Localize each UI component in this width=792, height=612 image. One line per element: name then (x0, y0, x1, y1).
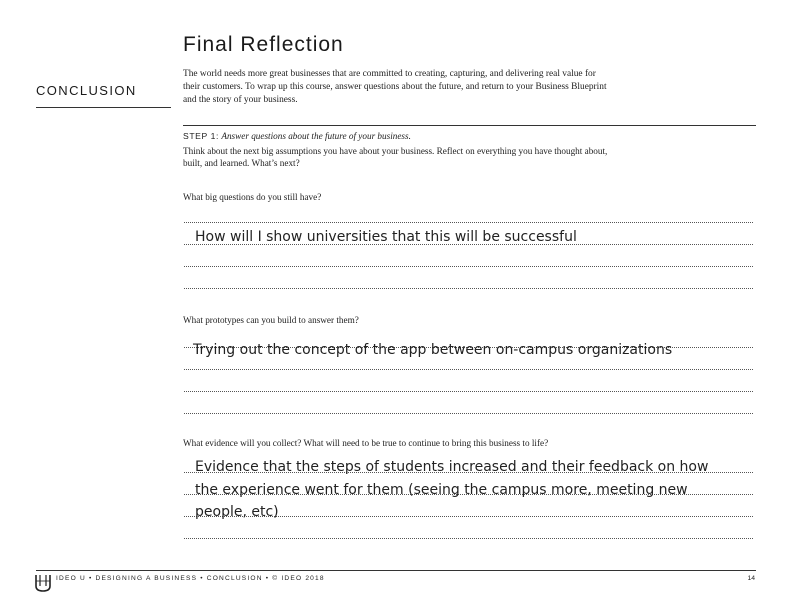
question-3-answer[interactable]: Evidence that the steps of students increased and their feedback on how the experience went for them (seeing the campus more, meeting new people, etc) (195, 459, 709, 520)
answer-line[interactable] (184, 222, 753, 223)
question-2-answer[interactable]: Trying out the concept of the app between on-campus organizations (193, 342, 673, 358)
section-divider (36, 107, 171, 108)
answer-line[interactable] (184, 266, 753, 267)
ideo-u-logo-icon (34, 573, 52, 593)
answer-line[interactable] (184, 391, 753, 392)
step-heading (183, 130, 411, 142)
question-3-prompt: What evidence will you collect? What will need to be true to continue to bring this business to life? (183, 438, 549, 448)
page-title: Final Reflection (183, 33, 344, 56)
page-number: 14 (747, 575, 755, 582)
question-1-answer[interactable]: How will I show universities that this will be successful (195, 229, 577, 245)
footer-text: IDEO U • DESIGNING A BUSINESS • CONCLUSION • © IDEO 2018 (56, 575, 325, 582)
answer-line[interactable] (184, 413, 753, 414)
footer-divider (36, 570, 756, 571)
step-label: STEP 1: (183, 131, 220, 141)
question-2-prompt: What prototypes can you build to answer them? (183, 315, 359, 325)
answer-line[interactable] (184, 288, 753, 289)
question-1-prompt: What big questions do you still have? (183, 192, 322, 202)
step-divider (183, 125, 756, 126)
answer-line[interactable] (184, 369, 753, 370)
intro-text: The world needs more great businesses that are committed to creating, capturing, and delivering real value for their customers. To wrap up this course, answer questions about the future, and return to your Business Blueprint and the story of your business. (183, 69, 607, 105)
step-instruction: Answer questions about the future of your business. (221, 131, 411, 141)
section-label: CONCLUSION (36, 83, 137, 98)
answer-line[interactable] (184, 538, 753, 539)
step-description: Think about the next big assumptions you have about your business. Reflect on everything you have thought about, built, and learned. What’s next? (183, 146, 608, 168)
